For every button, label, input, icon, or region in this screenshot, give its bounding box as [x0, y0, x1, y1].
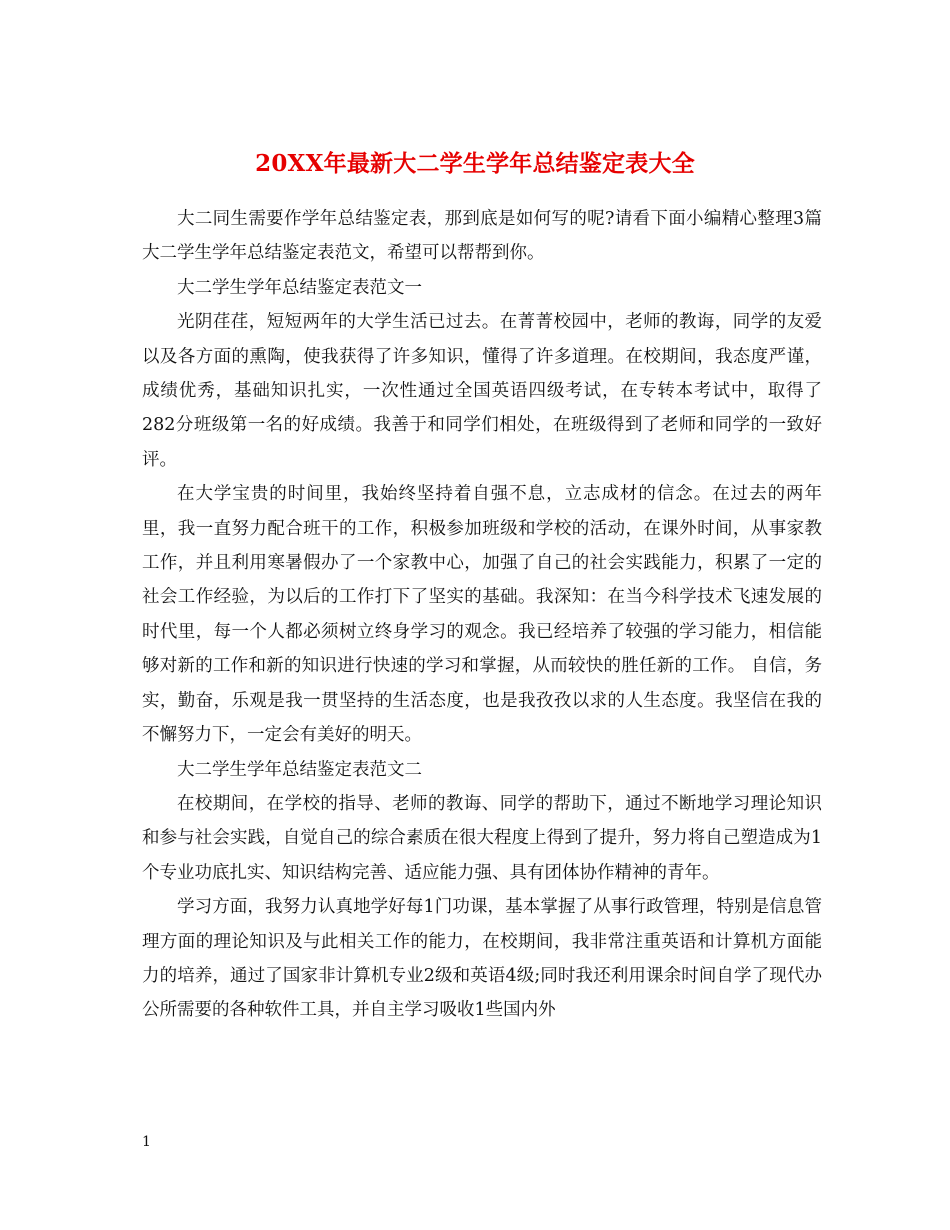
body-paragraph: 在大学宝贵的时间里，我始终坚持着自强不息，立志成材的信念。在过去的两年里，我一直努力配合班干的工作，积极参加班级和学校的活动，在课外时间，从事家教工作，并且利用寒暑假办了一个家教中心，加强了自己的社会实践能力，积累了一定的社会工作经验，为以后的工作打下了坚实的基础。我深知：在当今科学技术飞速发展的时代里，每一个人都必须树立终身学习的观念。我已经培养了较强的学习能力，相信能够对新的工作和新的知识进行快速的学习和掌握，从而较快的胜任新的工作。 自信，务实，勤奋，乐观是我一贯坚持的生活态度，也是我孜孜以求的人生态度。我坚信在我的不懈努力下，一定会有美好的明天。	[142, 484, 822, 746]
document-body	[142, 202, 822, 1028]
body-paragraph: 学习方面，我努力认真地学好每1门功课，基本掌握了从事行政管理，特别是信息管理方面的理论知识及与此相关工作的能力，在校期间，我非常注重英语和计算机方面能力的培养，通过了国家非计算机专业2级和英语4级;同时我还利用课余时间自学了现代办公所需要的各种软件工具，并自主学习吸收1些国内外	[142, 897, 822, 1021]
body-paragraph: 在校期间，在学校的指导、老师的教诲、同学的帮助下，通过不断地学习理论知识和参与社会实践，自觉自己的综合素质在很大程度上得到了提升，努力将自己塑造成为1个专业功底扎实、知识结构完善、适应能力强、具有团体协作精神的青年。	[142, 793, 822, 883]
section-heading-sample-one: 大二学生学年总结鉴定表范文一	[177, 277, 422, 298]
page-number: 1	[142, 1134, 151, 1150]
document-title: 20XX年最新大二学生学年总结鉴定表大全	[255, 150, 695, 178]
body-paragraph: 光阴荏荏，短短两年的大学生活已过去。在菁菁校园中，老师的教诲，同学的友爱以及各方面的熏陶，使我获得了许多知识，懂得了许多道理。在校期间，我态度严谨，成绩优秀，基础知识扎实，一次性通过全国英语四级考试，在专转本考试中，取得了282分班级第一名的好成绩。我善于和同学们相处，在班级得到了老师和同学的一致好评。	[142, 312, 822, 470]
section-heading-sample-two: 大二学生学年总结鉴定表范文二	[177, 759, 422, 780]
intro-paragraph: 大二同生需要作学年总结鉴定表，那到底是如何写的呢?请看下面小编精心整理3篇大二学生学年总结鉴定表范文，希望可以帮帮到你。	[142, 209, 822, 264]
